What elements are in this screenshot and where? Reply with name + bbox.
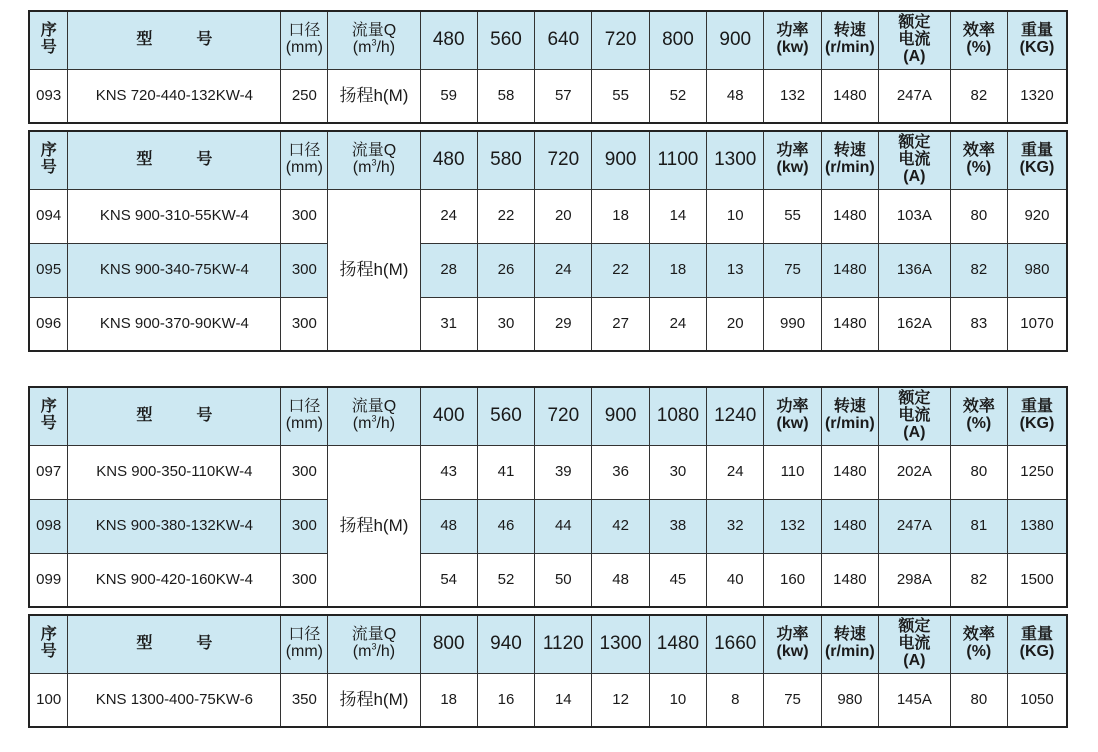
head-cell: 42: [592, 499, 649, 553]
power-cell: 132: [764, 499, 821, 553]
power-header-line: 功率: [776, 142, 809, 160]
flow-value-header: 1660: [707, 615, 764, 673]
flow-value-header: 900: [592, 387, 649, 445]
diameter-header-line: (mm): [285, 39, 323, 57]
seq-cell: 094: [29, 189, 68, 243]
flow-value-header: 900: [592, 131, 649, 189]
flow-value-header: 720: [535, 387, 592, 445]
efficiency-header-line: 效率: [962, 626, 995, 644]
efficiency-cell: 80: [950, 673, 1007, 727]
weight-cell: 1380: [1007, 499, 1067, 553]
seq-header-line: 号: [40, 415, 57, 433]
flow-unit-sup: 3: [371, 641, 377, 652]
weight-header: [1007, 615, 1067, 673]
model-header-char: 号: [196, 634, 213, 652]
efficiency-header-line: (%): [966, 39, 992, 57]
efficiency-cell: 82: [950, 69, 1007, 123]
current-header-line: 额定: [898, 618, 931, 636]
flow-value-header: 560: [477, 387, 534, 445]
efficiency-header: [950, 615, 1007, 673]
weight-header-line: 重量: [1020, 626, 1053, 644]
weight-header-line: 重量: [1020, 142, 1053, 160]
diameter-header-line: 口径: [288, 142, 321, 160]
power-header: [764, 387, 821, 445]
head-cell: 29: [535, 297, 592, 351]
lift-label-cell: 扬程h(M): [328, 445, 420, 607]
current-header: [879, 387, 951, 445]
flow-value-header: 1300: [707, 131, 764, 189]
head-cell: 44: [535, 499, 592, 553]
speed-header-line: 转速: [833, 22, 866, 40]
model-header: [68, 11, 281, 69]
current-cell: 247A: [879, 69, 951, 123]
flow-value-header: 400: [420, 387, 477, 445]
head-cell: 31: [420, 297, 477, 351]
table-row: [29, 499, 1067, 553]
power-header: [764, 131, 821, 189]
seq-header: [29, 387, 68, 445]
head-cell: 27: [592, 297, 649, 351]
current-header-line: (A): [903, 167, 926, 185]
head-cell: 14: [649, 189, 706, 243]
weight-header-line: (KG): [1019, 159, 1055, 177]
speed-cell: 1480: [821, 297, 878, 351]
diameter-cell: 250: [281, 69, 328, 123]
spec-table: [28, 10, 1068, 124]
flow-unit-post: /h): [376, 415, 396, 433]
head-cell: 30: [649, 445, 706, 499]
head-cell: 22: [592, 243, 649, 297]
speed-header-line: 转速: [833, 142, 866, 160]
flow-unit-pre: (m: [352, 39, 372, 57]
speed-cell: 1480: [821, 243, 878, 297]
head-cell: 24: [649, 297, 706, 351]
diameter-header-line: 口径: [288, 22, 321, 40]
model-cell: KNS 900-420-160KW-4: [68, 553, 281, 607]
flow-value-header: 800: [649, 11, 706, 69]
flow-header-unit: [328, 641, 419, 661]
head-cell: 36: [592, 445, 649, 499]
model-header-char: 型: [136, 406, 153, 424]
head-cell: 55: [592, 69, 649, 123]
table-header-row: [29, 387, 1067, 445]
flow-value-header: 1120: [535, 615, 592, 673]
head-cell: 16: [477, 673, 534, 727]
current-cell: 136A: [879, 243, 951, 297]
table-row: [29, 445, 1067, 499]
seq-header: [29, 615, 68, 673]
model-header-char: 型: [136, 634, 153, 652]
spec-table: [28, 386, 1068, 608]
power-header-line: (kw): [776, 39, 809, 57]
weight-cell: 1500: [1007, 553, 1067, 607]
efficiency-header-line: (%): [966, 415, 992, 433]
table-row: [29, 189, 1067, 243]
seq-cell: 095: [29, 243, 68, 297]
power-header-line: (kw): [776, 643, 809, 661]
head-cell: 52: [477, 553, 534, 607]
seq-cell: 093: [29, 69, 68, 123]
model-header: [68, 387, 281, 445]
power-header-line: 功率: [776, 22, 809, 40]
flow-unit-sup: 3: [371, 157, 377, 168]
head-cell: 24: [535, 243, 592, 297]
diameter-header-line: 口径: [288, 398, 321, 416]
diameter-cell: 350: [281, 673, 328, 727]
seq-cell: 096: [29, 297, 68, 351]
seq-header-line: 号: [40, 159, 57, 177]
current-header-line: 额定: [898, 14, 931, 32]
model-cell: KNS 900-340-75KW-4: [68, 243, 281, 297]
efficiency-cell: 81: [950, 499, 1007, 553]
head-cell: 22: [477, 189, 534, 243]
speed-header-line: 转速: [833, 626, 866, 644]
table-row: [29, 243, 1067, 297]
head-cell: 12: [592, 673, 649, 727]
power-cell: 75: [764, 673, 821, 727]
efficiency-cell: 82: [950, 243, 1007, 297]
diameter-cell: 300: [281, 189, 328, 243]
current-header-line: 电流: [898, 406, 931, 424]
weight-cell: 1320: [1007, 69, 1067, 123]
head-cell: 58: [477, 69, 534, 123]
diameter-cell: 300: [281, 297, 328, 351]
head-cell: 26: [477, 243, 534, 297]
diameter-header: [281, 387, 328, 445]
flow-value-header: 1100: [649, 131, 706, 189]
flow-unit-sup: 3: [371, 37, 377, 48]
efficiency-header-line: (%): [966, 159, 992, 177]
speed-header: [821, 131, 878, 189]
power-header-line: (kw): [776, 159, 809, 177]
flow-value-header: 900: [707, 11, 764, 69]
head-cell: 24: [420, 189, 477, 243]
power-cell: 990: [764, 297, 821, 351]
current-header-line: 电流: [898, 30, 931, 48]
head-cell: 40: [707, 553, 764, 607]
power-cell: 75: [764, 243, 821, 297]
speed-cell: 1480: [821, 553, 878, 607]
flow-header-line: 流量Q: [351, 626, 397, 644]
current-header-line: (A): [903, 47, 926, 65]
efficiency-header: [950, 131, 1007, 189]
diameter-cell: 300: [281, 499, 328, 553]
flow-value-header: 480: [420, 11, 477, 69]
head-cell: 10: [649, 673, 706, 727]
speed-header: [821, 615, 878, 673]
speed-header-line: 转速: [833, 398, 866, 416]
model-cell: KNS 1300-400-75KW-6: [68, 673, 281, 727]
flow-unit-pre: (m: [352, 643, 372, 661]
head-cell: 38: [649, 499, 706, 553]
power-cell: 55: [764, 189, 821, 243]
lift-label-cell: 扬程h(M): [328, 69, 420, 123]
speed-header-line: (r/min): [824, 643, 875, 661]
current-cell: 202A: [879, 445, 951, 499]
power-cell: 160: [764, 553, 821, 607]
model-header: [68, 131, 281, 189]
head-cell: 24: [707, 445, 764, 499]
flow-header: [328, 387, 420, 445]
flow-value-header: 640: [535, 11, 592, 69]
flow-header-unit: [328, 37, 419, 57]
seq-header-line: 序: [40, 398, 57, 416]
flow-value-header: 560: [477, 11, 534, 69]
efficiency-header-line: 效率: [962, 398, 995, 416]
efficiency-cell: 83: [950, 297, 1007, 351]
weight-header-line: (KG): [1019, 643, 1055, 661]
current-header: [879, 11, 951, 69]
seq-header: [29, 131, 68, 189]
efficiency-header: [950, 387, 1007, 445]
head-cell: 41: [477, 445, 534, 499]
current-header-line: 电流: [898, 150, 931, 168]
diameter-header-line: 口径: [288, 626, 321, 644]
weight-header-line: (KG): [1019, 39, 1055, 57]
efficiency-header-line: 效率: [962, 22, 995, 40]
speed-header: [821, 11, 878, 69]
speed-cell: 980: [821, 673, 878, 727]
table-header-row: [29, 131, 1067, 189]
flow-header-line: 流量Q: [351, 22, 397, 40]
head-cell: 8: [707, 673, 764, 727]
efficiency-cell: 80: [950, 445, 1007, 499]
spec-table: [28, 614, 1068, 728]
efficiency-header-line: 效率: [962, 142, 995, 160]
seq-cell: 100: [29, 673, 68, 727]
speed-header-line: (r/min): [824, 159, 875, 177]
flow-value-header: 1080: [649, 387, 706, 445]
current-header-line: 额定: [898, 390, 931, 408]
flow-value-header: 480: [420, 131, 477, 189]
flow-header-line: 流量Q: [351, 142, 397, 160]
head-cell: 28: [420, 243, 477, 297]
spec-table: [28, 130, 1068, 352]
head-cell: 46: [477, 499, 534, 553]
flow-value-header: 720: [535, 131, 592, 189]
flow-value-header: 1300: [592, 615, 649, 673]
table-row: [29, 553, 1067, 607]
table-header-row: [29, 615, 1067, 673]
weight-cell: 1050: [1007, 673, 1067, 727]
head-cell: 32: [707, 499, 764, 553]
flow-unit-post: /h): [376, 643, 396, 661]
current-header: [879, 131, 951, 189]
diameter-cell: 300: [281, 553, 328, 607]
flow-value-header: 580: [477, 131, 534, 189]
flow-value-header: 1480: [649, 615, 706, 673]
efficiency-cell: 82: [950, 553, 1007, 607]
power-cell: 132: [764, 69, 821, 123]
model-header-char: 号: [196, 30, 213, 48]
speed-header-line: (r/min): [824, 415, 875, 433]
speed-header-line: (r/min): [824, 39, 875, 57]
weight-header-line: (KG): [1019, 415, 1055, 433]
model-cell: KNS 720-440-132KW-4: [68, 69, 281, 123]
power-header-line: 功率: [776, 626, 809, 644]
diameter-cell: 300: [281, 243, 328, 297]
head-cell: 59: [420, 69, 477, 123]
flow-unit-sup: 3: [371, 413, 377, 424]
head-cell: 18: [592, 189, 649, 243]
speed-cell: 1480: [821, 189, 878, 243]
current-header-line: 电流: [898, 634, 931, 652]
seq-cell: 099: [29, 553, 68, 607]
model-header: [68, 615, 281, 673]
seq-header-line: 序: [40, 626, 57, 644]
flow-value-header: 940: [477, 615, 534, 673]
model-cell: KNS 900-380-132KW-4: [68, 499, 281, 553]
table-row: [29, 673, 1067, 727]
lift-label-cell: 扬程h(M): [328, 673, 420, 727]
model-cell: KNS 900-370-90KW-4: [68, 297, 281, 351]
current-header: [879, 615, 951, 673]
head-cell: 18: [649, 243, 706, 297]
head-cell: 30: [477, 297, 534, 351]
head-cell: 18: [420, 673, 477, 727]
head-cell: 48: [707, 69, 764, 123]
power-header: [764, 11, 821, 69]
flow-header: [328, 11, 420, 69]
seq-cell: 097: [29, 445, 68, 499]
model-header-char: 型: [136, 30, 153, 48]
seq-header-line: 号: [40, 39, 57, 57]
diameter-header: [281, 131, 328, 189]
power-cell: 110: [764, 445, 821, 499]
current-header-line: (A): [903, 423, 926, 441]
head-cell: 13: [707, 243, 764, 297]
head-cell: 48: [592, 553, 649, 607]
weight-cell: 920: [1007, 189, 1067, 243]
head-cell: 54: [420, 553, 477, 607]
head-cell: 48: [420, 499, 477, 553]
current-cell: 162A: [879, 297, 951, 351]
table-row: [29, 297, 1067, 351]
speed-cell: 1480: [821, 499, 878, 553]
efficiency-header: [950, 11, 1007, 69]
model-cell: KNS 900-350-110KW-4: [68, 445, 281, 499]
flow-unit-pre: (m: [352, 159, 372, 177]
flow-header-unit: [328, 413, 419, 433]
flow-header: [328, 131, 420, 189]
current-cell: 103A: [879, 189, 951, 243]
power-header: [764, 615, 821, 673]
diameter-header-line: (mm): [285, 415, 323, 433]
head-cell: 43: [420, 445, 477, 499]
head-cell: 39: [535, 445, 592, 499]
power-header-line: 功率: [776, 398, 809, 416]
current-header-line: 额定: [898, 134, 931, 152]
speed-cell: 1480: [821, 69, 878, 123]
model-cell: KNS 900-310-55KW-4: [68, 189, 281, 243]
flow-unit-post: /h): [376, 39, 396, 57]
head-cell: 20: [535, 189, 592, 243]
model-header-char: 号: [196, 406, 213, 424]
model-header-char: 号: [196, 150, 213, 168]
head-cell: 45: [649, 553, 706, 607]
flow-header: [328, 615, 420, 673]
weight-cell: 1070: [1007, 297, 1067, 351]
weight-header: [1007, 131, 1067, 189]
weight-cell: 980: [1007, 243, 1067, 297]
model-header-char: 型: [136, 150, 153, 168]
weight-header-line: 重量: [1020, 398, 1053, 416]
table-row: [29, 69, 1067, 123]
head-cell: 57: [535, 69, 592, 123]
seq-header-line: 号: [40, 643, 57, 661]
weight-cell: 1250: [1007, 445, 1067, 499]
speed-header: [821, 387, 878, 445]
power-header-line: (kw): [776, 415, 809, 433]
efficiency-header-line: (%): [966, 643, 992, 661]
seq-header-line: 序: [40, 142, 57, 160]
head-cell: 50: [535, 553, 592, 607]
flow-value-header: 720: [592, 11, 649, 69]
current-cell: 145A: [879, 673, 951, 727]
flow-header-line: 流量Q: [351, 398, 397, 416]
efficiency-cell: 80: [950, 189, 1007, 243]
head-cell: 20: [707, 297, 764, 351]
current-cell: 247A: [879, 499, 951, 553]
seq-cell: 098: [29, 499, 68, 553]
current-cell: 298A: [879, 553, 951, 607]
diameter-header: [281, 11, 328, 69]
flow-header-unit: [328, 157, 419, 177]
weight-header: [1007, 387, 1067, 445]
diameter-header-line: (mm): [285, 159, 323, 177]
lift-label-cell: 扬程h(M): [328, 189, 420, 351]
flow-unit-post: /h): [376, 159, 396, 177]
head-cell: 52: [649, 69, 706, 123]
current-header-line: (A): [903, 651, 926, 669]
seq-header-line: 序: [40, 22, 57, 40]
flow-unit-pre: (m: [352, 415, 372, 433]
head-cell: 14: [535, 673, 592, 727]
table-header-row: [29, 11, 1067, 69]
flow-value-header: 1240: [707, 387, 764, 445]
diameter-header: [281, 615, 328, 673]
flow-value-header: 800: [420, 615, 477, 673]
weight-header-line: 重量: [1020, 22, 1053, 40]
diameter-header-line: (mm): [285, 643, 323, 661]
diameter-cell: 300: [281, 445, 328, 499]
head-cell: 10: [707, 189, 764, 243]
seq-header: [29, 11, 68, 69]
weight-header: [1007, 11, 1067, 69]
speed-cell: 1480: [821, 445, 878, 499]
